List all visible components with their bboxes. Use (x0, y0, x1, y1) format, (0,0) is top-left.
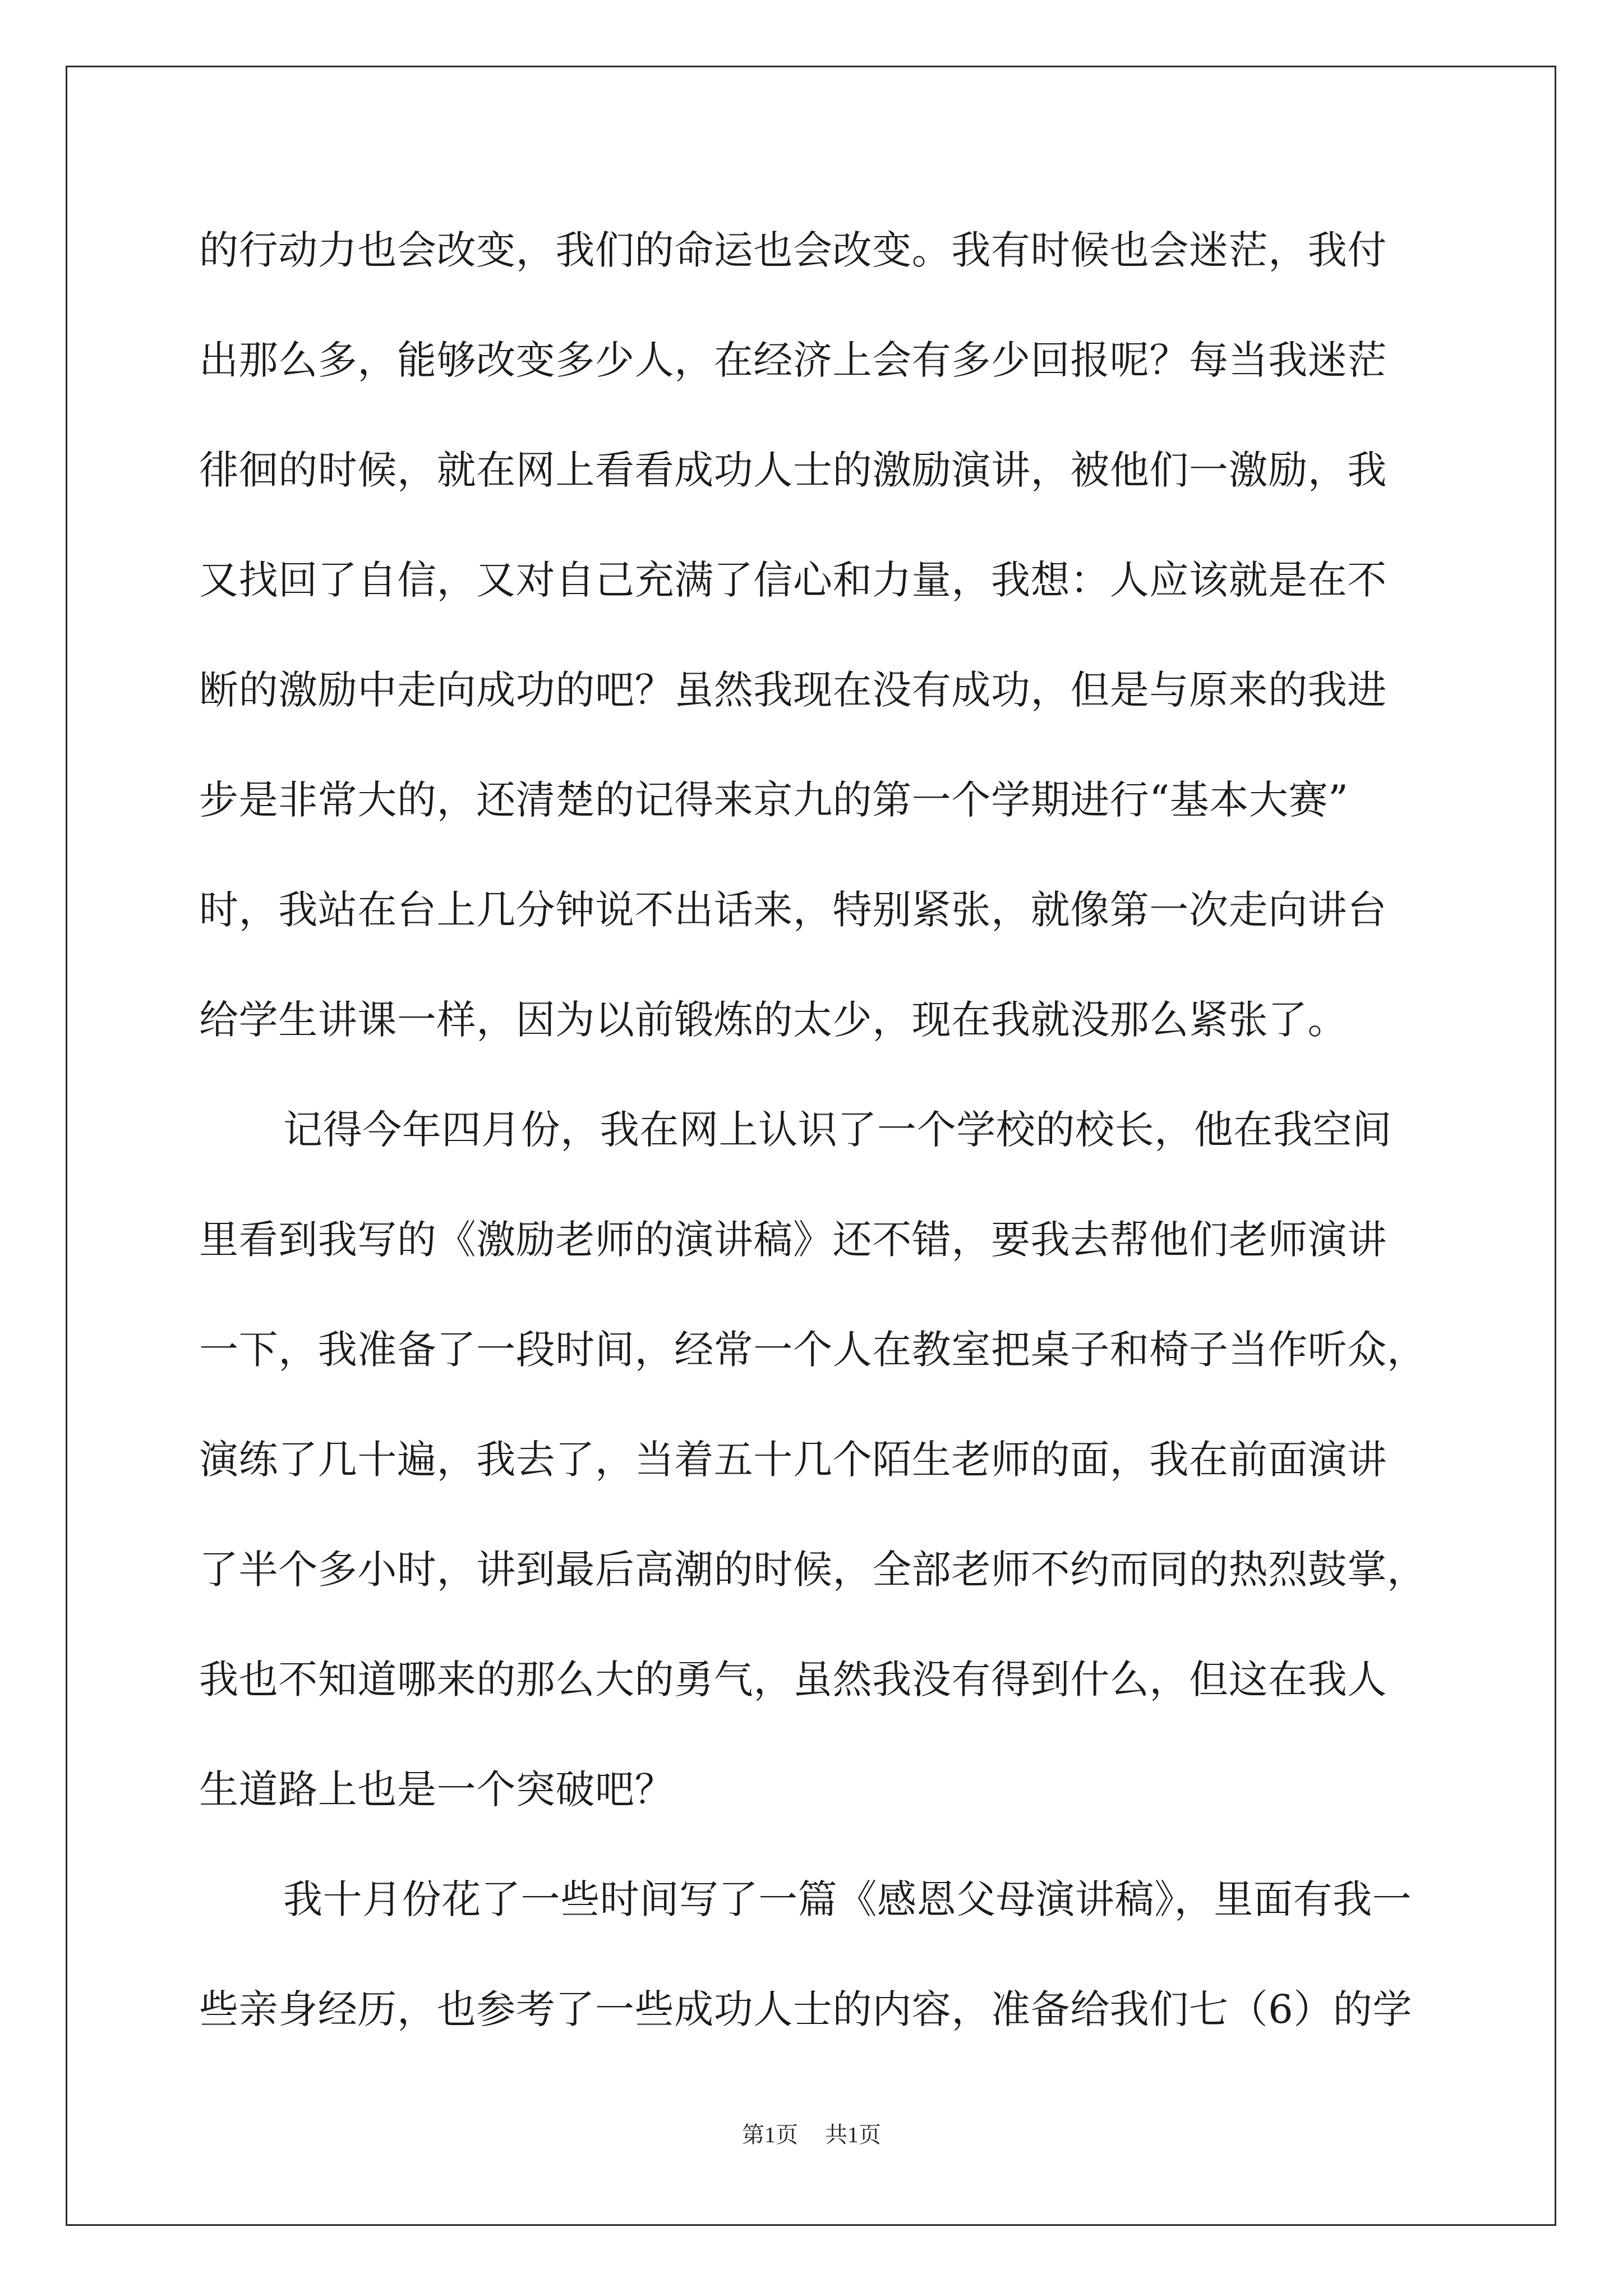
text-line: 出那么多，能够改变多少人，在经济上会有多少回报呢？每当我迷茫 (199, 337, 1387, 383)
text-line: 我也不知道哪来的那么大的勇气，虽然我没有得到什么，但这在我人 (199, 1657, 1387, 1703)
paragraph-start-line: 我十月份花了一些时间写了一篇《感恩父母演讲稿》，里面有我一 (283, 1876, 1412, 1922)
document-body (199, 195, 1433, 2064)
text-line: 一下，我准备了一段时间，经常一个人在教室把桌子和椅子当作听众， (199, 1327, 1427, 1373)
text-line: 给学生讲课一样，因为以前锻炼的太少，现在我就没那么紧张了。 (199, 997, 1348, 1043)
text-line: 生道路上也是一个突破吧？ (199, 1766, 675, 1812)
text-line: 些亲身经历，也参考了一些成功人士的内容，准备给我们七（6）的学 (199, 1986, 1413, 2032)
text-line: 断的激励中走向成功的吧？虽然我现在没有成功，但是与原来的我进 (199, 667, 1387, 713)
text-line: 时，我站在台上几分钟说不出话来，特别紧张，就像第一次走向讲台 (199, 887, 1387, 933)
text-line: 步是非常大的，还清楚的记得来京九的第一个学期进行“基本大赛” (199, 777, 1349, 823)
page-footer (0, 2118, 1623, 2152)
page-number: 第1页 (742, 2122, 798, 2147)
text-line: 又找回了自信，又对自己充满了信心和力量，我想：人应该就是在不 (199, 557, 1387, 603)
text-line: 徘徊的时候，就在网上看看成功人士的激励演讲，被他们一激励，我 (199, 447, 1387, 493)
text-line: 演练了几十遍，我去了，当着五十几个陌生老师的面，我在前面演讲 (199, 1437, 1387, 1483)
paragraph-start-line: 记得今年四月份，我在网上认识了一个学校的校长，他在我空间 (283, 1107, 1392, 1153)
text-line: 了半个多小时，讲到最后高潮的时候，全部老师不约而同的热烈鼓掌， (199, 1547, 1427, 1593)
text-line: 里看到我写的《激励老师的演讲稿》还不错，要我去帮他们老师演讲 (199, 1217, 1387, 1263)
page-count: 共1页 (825, 2122, 881, 2147)
text-line: 的行动力也会改变，我们的命运也会改变。我有时候也会迷茫，我付 (199, 227, 1387, 273)
